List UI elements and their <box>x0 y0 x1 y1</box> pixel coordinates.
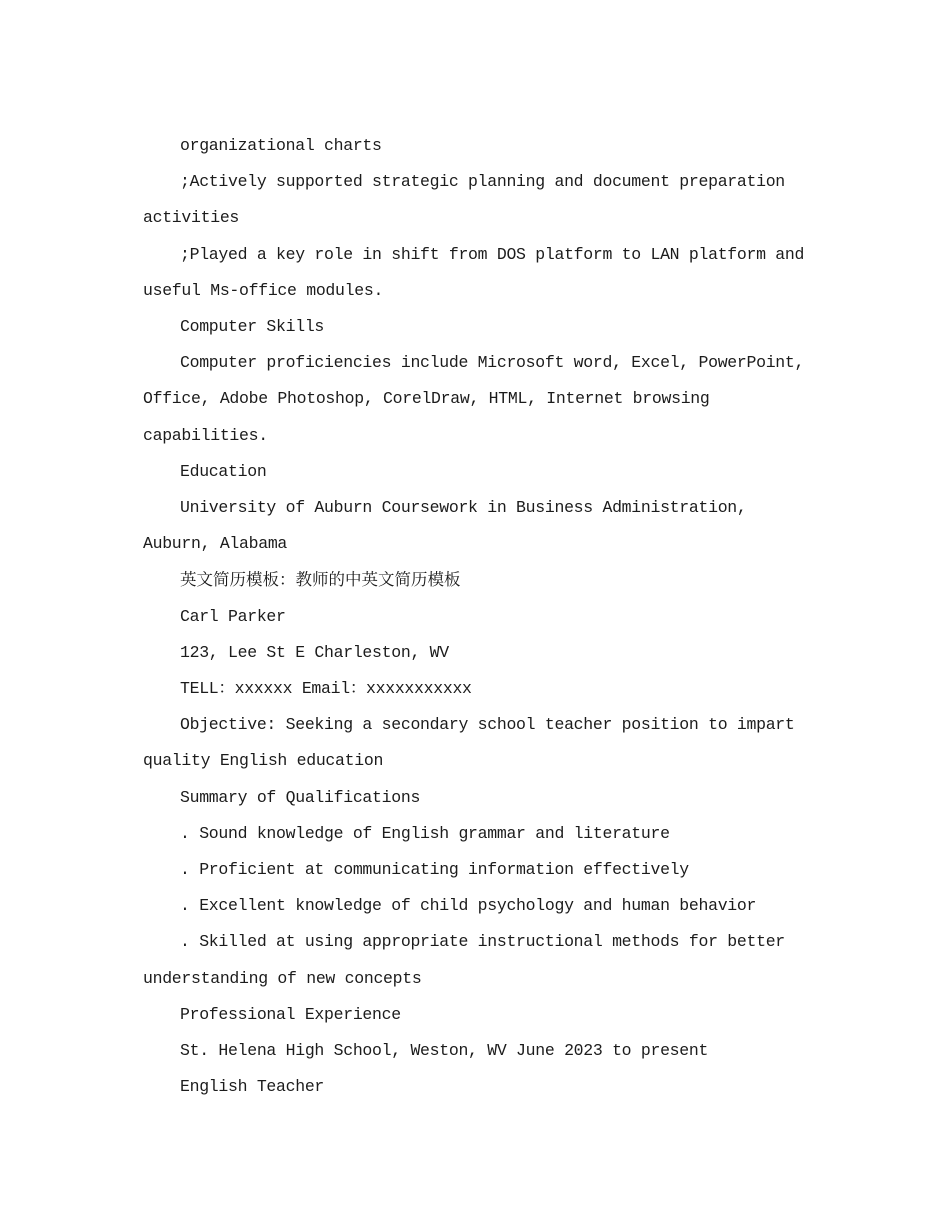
qualification-item: . Proficient at communicating information effectively <box>180 860 689 880</box>
paragraph-org-charts: organizational charts <box>180 136 382 155</box>
experience-role: English Teacher <box>180 1077 325 1097</box>
candidate-address: 123, Lee St E Charleston, WV <box>180 642 449 662</box>
paragraph-computer-proficiencies: Computer proficiencies include Microsoft word, Excel, PowerPoint, Office, Adobe Photoshop, CorelDraw, HTML, Internet browsing capabilities. <box>143 353 805 445</box>
document-body <box>143 128 823 1105</box>
heading-summary-of-qualifications: Summary of Qualifications <box>180 787 421 807</box>
qualification-item: . Sound knowledge of English grammar and literature <box>180 823 670 843</box>
paragraph-dos-lan-shift: ;Played a key role in shift from DOS platform to LAN platform and useful Ms-office modules. <box>143 244 805 300</box>
resume-template-title: 英文简历模板：教师的中英文简历模板 <box>180 570 461 590</box>
candidate-name: Carl Parker <box>180 606 286 626</box>
qualification-item: . Excellent knowledge of child psychology and human behavior <box>180 896 757 916</box>
paragraph-university: University of Auburn Coursework in Business Administration, Auburn, Alabama <box>143 498 747 554</box>
heading-education: Education <box>180 461 267 481</box>
qualification-item: . Skilled at using appropriate instructional methods for better understanding of new concepts <box>143 932 785 988</box>
experience-employer: St. Helena High School, Weston, WV June 2023 to present <box>180 1041 709 1061</box>
heading-professional-experience: Professional Experience <box>180 1004 401 1024</box>
paragraph-strategic-planning: ;Actively supported strategic planning and document preparation activities <box>143 172 785 228</box>
paragraph-objective: Objective: Seeking a secondary school teacher position to impart quality English education <box>143 715 795 771</box>
heading-computer-skills: Computer Skills <box>180 317 325 337</box>
candidate-contact: TELL：xxxxxx Email：xxxxxxxxxxx <box>180 679 472 699</box>
